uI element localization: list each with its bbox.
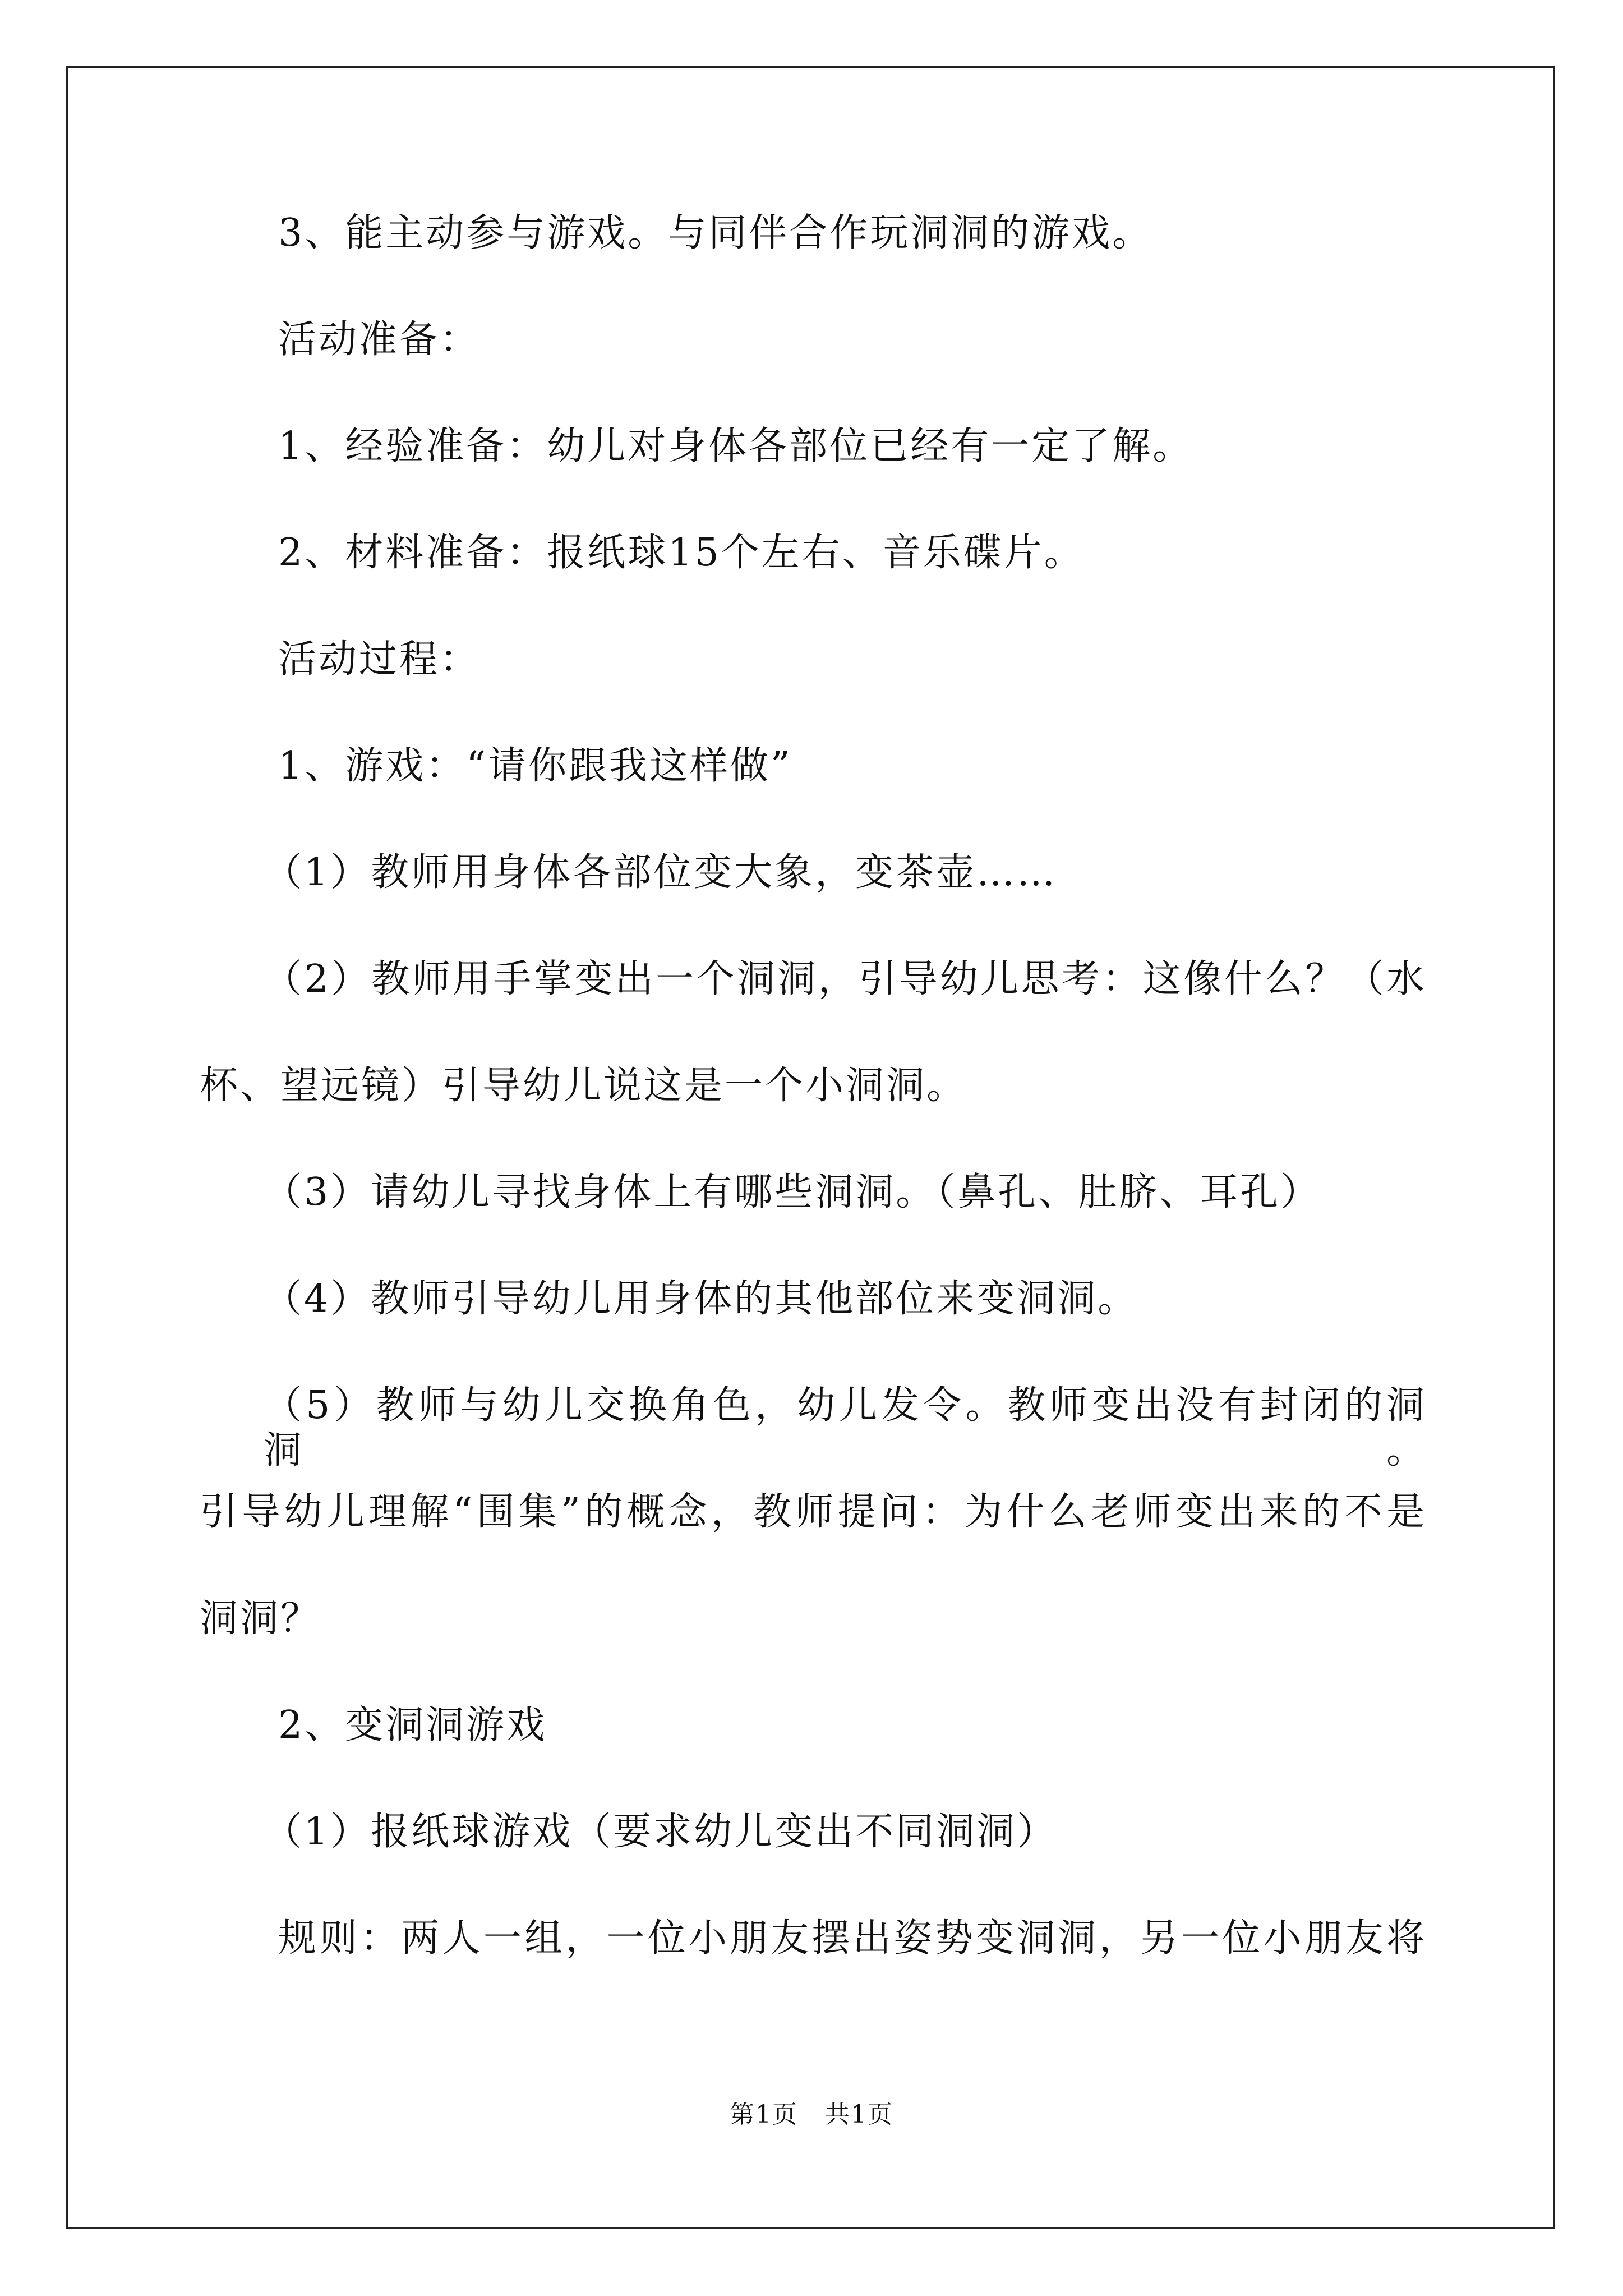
text-line-7: （1）教师用身体各部位变大象，变茶壶……	[264, 850, 1058, 895]
text-line-16: （1）报纸球游戏（要求幼儿变出不同洞洞）	[264, 1810, 1058, 1854]
text-line-15: 2、变洞洞游戏	[278, 1703, 547, 1747]
text-line-3: 1、经验准备：幼儿对身体各部位已经有一定了解。	[278, 424, 1193, 468]
text-line-17: 规则：两人一组，一位小朋友摆出姿势变洞洞，另一位小朋友将	[278, 1916, 1426, 1961]
text-line-8: （2）教师用手掌变出一个洞洞，引导幼儿思考：这像什么？（水	[264, 957, 1426, 1001]
text-line-5: 活动过程：	[278, 637, 481, 682]
page-footer	[0, 2098, 1623, 2132]
page-number: 第1页	[730, 2100, 798, 2129]
page-total: 共1页	[825, 2100, 893, 2129]
text-line-2: 活动准备：	[278, 318, 481, 362]
page-border	[66, 66, 1555, 2229]
text-line-6: 1、游戏：“请你跟我这样做”	[278, 744, 792, 788]
text-line-10: （3）请幼儿寻找身体上有哪些洞洞。（鼻孔、肚脐、耳孔）	[264, 1170, 1321, 1214]
text-line-4: 2、材料准备：报纸球15个左右、音乐碟片。	[278, 531, 1085, 575]
text-line-14: 洞洞？	[200, 1596, 321, 1641]
text-line-1: 3、能主动参与游戏。与同伴合作玩洞洞的游戏。	[278, 211, 1153, 255]
text-line-11: （4）教师引导幼儿用身体的其他部位来变洞洞。	[264, 1277, 1138, 1321]
text-line-13: 引导幼儿理解“围集”的概念，教师提问：为什么老师变出来的不是	[200, 1490, 1426, 1534]
text-line-12: （5）教师与幼儿交换角色，幼儿发令。教师变出没有封闭的洞洞。	[264, 1383, 1426, 1473]
text-line-9: 杯、望远镜）引导幼儿说这是一个小洞洞。	[200, 1064, 967, 1108]
